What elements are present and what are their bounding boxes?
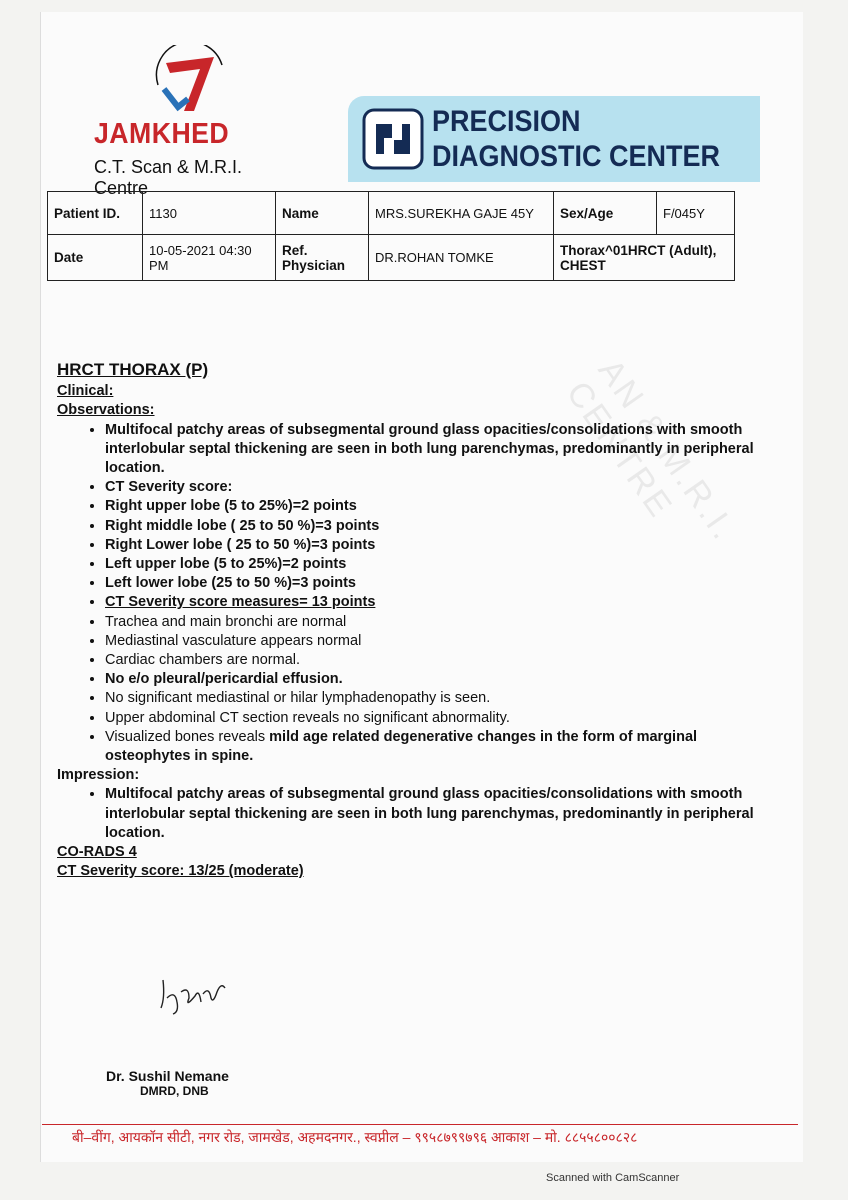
observations-list <box>57 421 777 767</box>
list-item: • CT Severity score: <box>105 478 777 497</box>
list-item: • Multifocal patchy areas of subsegmental ground glass opacities/consolidations with smooth interlobular septal thickening are seen in both lung parenchymas, predominantly in peripheral location. <box>105 421 777 479</box>
list-item: • Trachea and main bronchi are normal <box>105 613 777 632</box>
footer-divider <box>42 1124 798 1125</box>
list-item <box>105 728 777 766</box>
date-label: Date <box>48 235 143 281</box>
jamkhed-logo <box>90 45 290 198</box>
ref-physician-value: DR.ROHAN TOMKE <box>369 235 554 281</box>
observations-heading: Observations: <box>57 402 155 419</box>
impression-list <box>57 785 777 843</box>
bones-finding: mild age related degenerative changes in the form of marginal osteophytes in spine. <box>105 728 698 765</box>
doctor-degree: DMRD, DNB <box>140 1084 209 1098</box>
clinical-heading: Clinical: <box>57 383 114 400</box>
precision-logo-icon <box>362 108 424 170</box>
name-value: MRS.SUREKHA GAJE 45Y <box>369 192 554 235</box>
date-value: 10-05-2021 04:30 PM <box>143 235 276 281</box>
list-item: • Right middle lobe ( 25 to 50 %)=3 points <box>105 517 777 536</box>
table-row <box>48 192 735 235</box>
exam-value: Thorax^01HRCT (Adult), CHEST <box>554 235 735 281</box>
patient-id-value: 1130 <box>143 192 276 235</box>
signature-image <box>155 968 235 1018</box>
precision-banner <box>348 96 760 182</box>
list-item: • Left lower lobe (25 to 50 %)=3 points <box>105 574 777 593</box>
report-body <box>57 360 777 881</box>
watermark: AN & M.R.I. CENTRE <box>558 352 744 549</box>
list-item: • CT Severity score measures= 13 points <box>105 593 777 612</box>
brand-subtitle: C.T. Scan & M.R.I. Centre <box>94 157 243 198</box>
report-title: HRCT THORAX (P) <box>57 360 209 379</box>
severity-score: CT Severity score: 13/25 (moderate) <box>57 863 304 880</box>
doctor-name: Dr. Sushil Nemane <box>106 1068 229 1084</box>
list-item: • Cardiac chambers are normal. <box>105 651 777 670</box>
scanner-label: Scanned with CamScanner <box>546 1172 680 1184</box>
precision-title <box>432 104 720 174</box>
patient-info-table <box>47 191 735 281</box>
list-item: • Right upper lobe (5 to 25%)=2 points <box>105 497 777 516</box>
brand-name: JAMKHED <box>94 118 230 150</box>
sex-age-label: Sex/Age <box>554 192 657 235</box>
list-item: • Left upper lobe (5 to 25%)=2 points <box>105 555 777 574</box>
ref-physician-label: Ref. Physician <box>276 235 369 281</box>
sex-age-value: F/045Y <box>657 192 735 235</box>
list-item: • No significant mediastinal or hilar lymphadenopathy is seen. <box>105 689 777 708</box>
name-label: Name <box>276 192 369 235</box>
list-item: • Multifocal patchy areas of subsegmental ground glass opacities/consolidations with smooth interlobular septal thickening are seen in both lung parenchymas, predominantly in peripheral location. <box>105 785 777 843</box>
list-item: • No e/o pleural/pericardial effusion. <box>105 670 777 689</box>
jamkhed-logo-mark-icon <box>148 45 232 121</box>
impression-heading: Impression: <box>57 767 140 784</box>
list-item: • Right Lower lobe ( 25 to 50 %)=3 points <box>105 536 777 555</box>
precision-title-line1: PRECISION <box>432 105 581 138</box>
corads: CO-RADS 4 <box>57 844 137 861</box>
list-item: • Mediastinal vasculature appears normal <box>105 632 777 651</box>
table-row <box>48 235 735 281</box>
bones-text: Visualized bones reveals <box>105 728 266 745</box>
list-item: • Upper abdominal CT section reveals no significant abnormality. <box>105 709 777 728</box>
footer-address: बी–वींग, आयकॉन सीटी, नगर रोड, जामखेड, अहमदनगर., स्वप्नील – ९९५८७९९७९६ आकाश – मो. ८८५५८००८२८ <box>72 1129 638 1145</box>
patient-id-label: Patient ID. <box>48 192 143 235</box>
precision-title-line2: DIAGNOSTIC CENTER <box>432 140 721 173</box>
